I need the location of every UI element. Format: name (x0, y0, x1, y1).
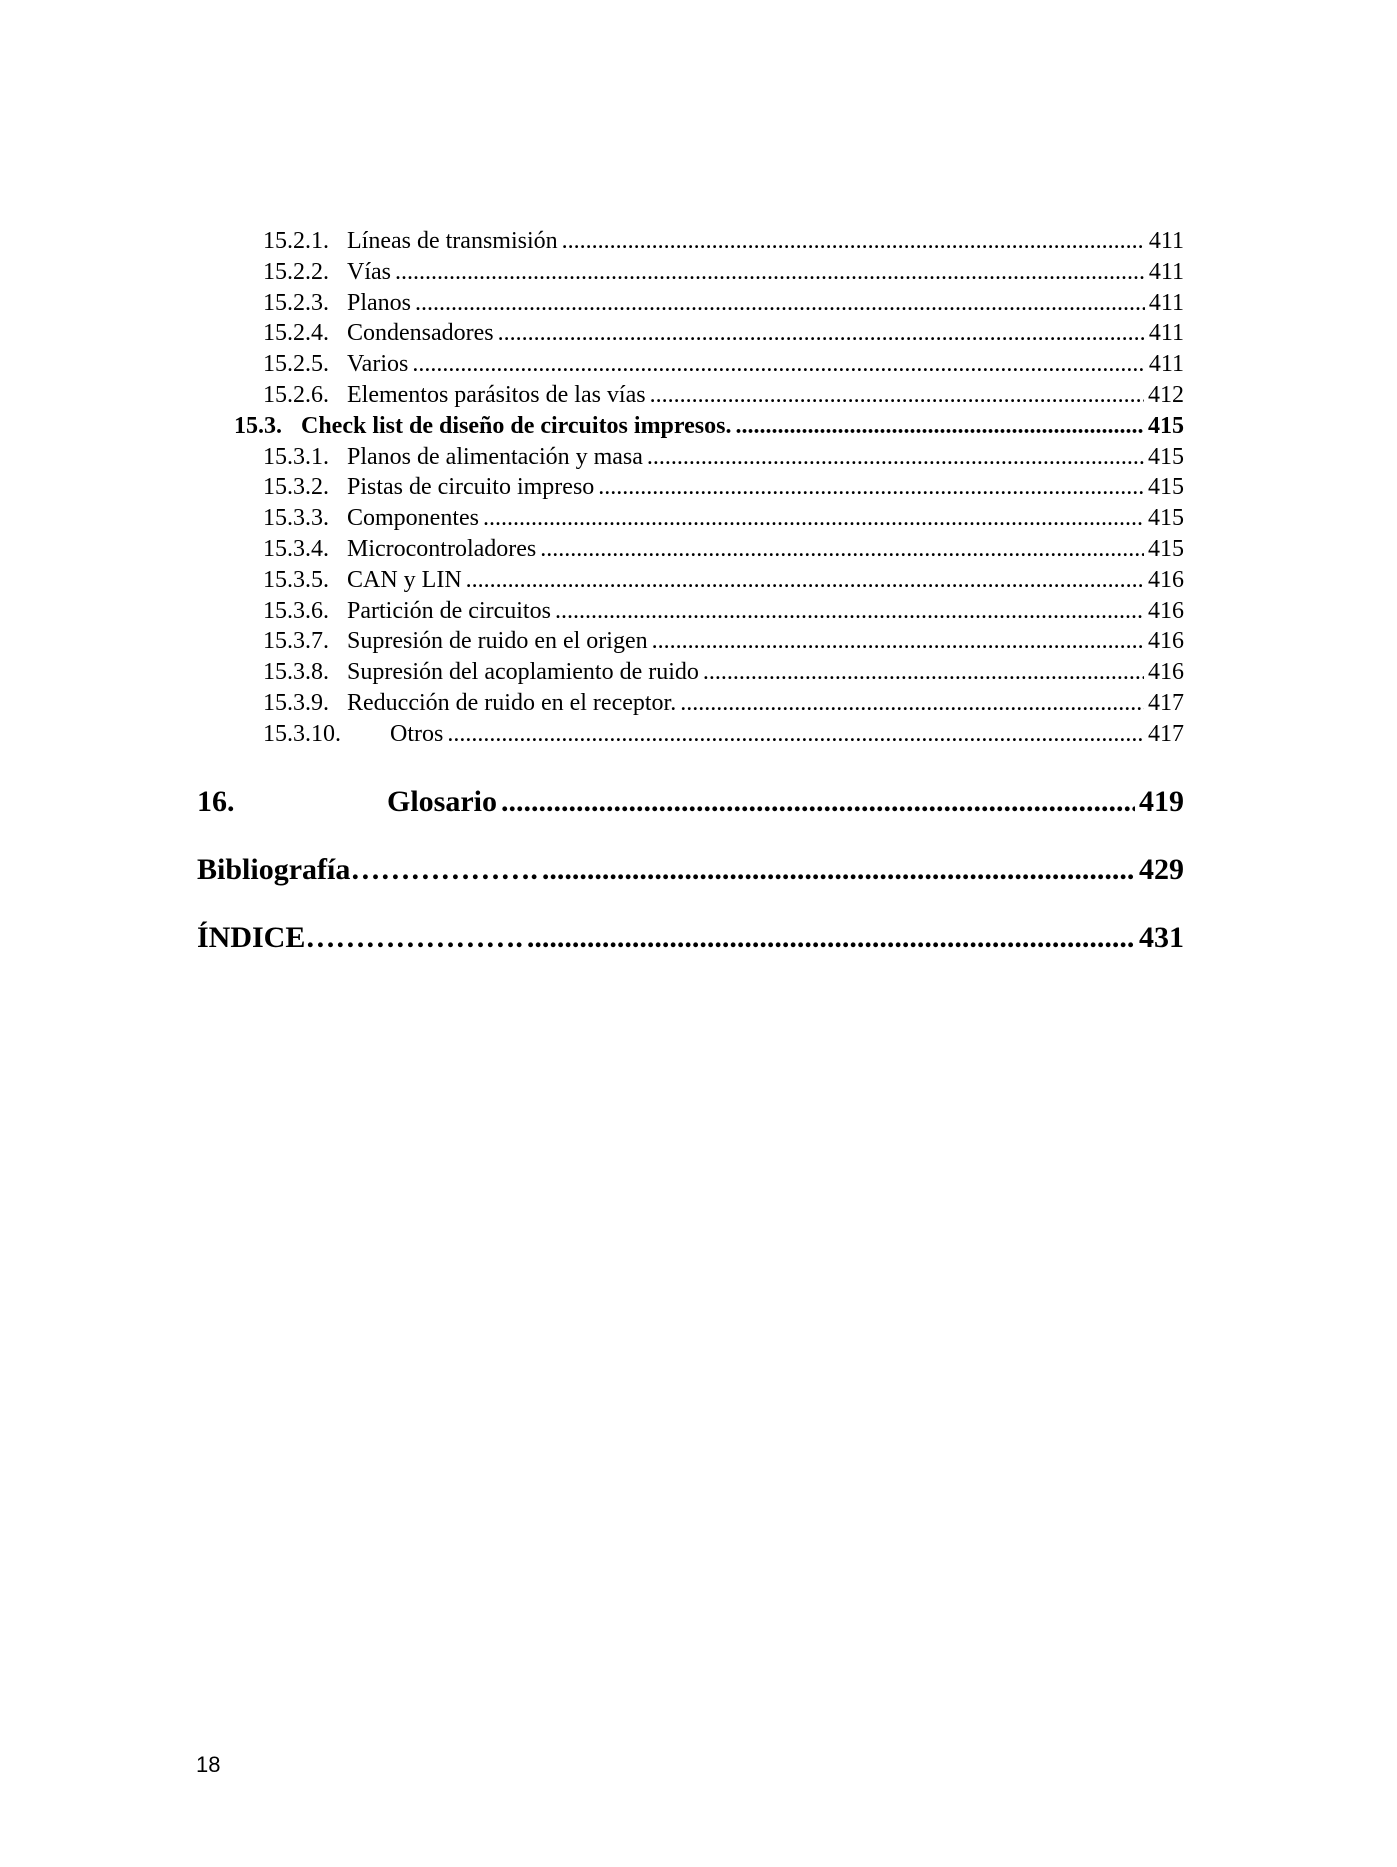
toc-entry[interactable] (197, 442, 1184, 473)
dot-leader (703, 657, 1144, 688)
toc-entry[interactable] (197, 626, 1184, 657)
toc-entry-page: 429 (1139, 852, 1184, 886)
toc-entry-title: Elementos parásitos de las vías (347, 381, 646, 408)
toc-entry-title: Vías (347, 258, 391, 285)
toc-chapter-entry[interactable] (197, 918, 1184, 958)
dot-leader (501, 782, 1135, 822)
toc-entry[interactable] (197, 565, 1184, 596)
toc-entry-page: 411 (1148, 320, 1184, 347)
toc-entry[interactable] (197, 318, 1184, 349)
toc-entry-title: Varios (347, 351, 409, 378)
page-number: 18 (196, 1752, 221, 1777)
toc-entry[interactable] (197, 503, 1184, 534)
toc-entry-page: 417 (1148, 720, 1184, 747)
toc-entry-number: 15.3. (234, 412, 282, 439)
toc-entry-number: 15.3.5. (263, 566, 329, 593)
dot-leader (527, 918, 1135, 958)
toc-entry-title: Glosario (387, 784, 497, 818)
toc-entry-page: 412 (1148, 381, 1184, 408)
dot-leader (555, 596, 1144, 627)
toc-entry-page: 411 (1148, 258, 1184, 285)
toc-entry-title: Condensadores (347, 320, 494, 347)
toc-entry-number: 15.3.7. (263, 628, 329, 655)
toc-entry-title: Microcontroladores (347, 535, 537, 562)
toc-entry-number: 15.2.6. (263, 381, 329, 408)
dot-leader (542, 850, 1135, 890)
toc-entry-trail: ………………. (350, 852, 538, 886)
toc-entry-title: Planos de alimentación y masa (347, 443, 643, 470)
dot-leader (447, 719, 1144, 750)
toc-entry-title: Partición de circuitos (347, 597, 551, 624)
toc-entry-title: Supresión de ruido en el origen (347, 628, 648, 655)
toc-entry-trail: …………………. (305, 920, 523, 954)
toc-entry-title: Líneas de transmisión (347, 228, 558, 254)
toc-entry[interactable] (197, 719, 1184, 750)
toc-entry-page: 415 (1148, 535, 1184, 562)
toc-entry-page: 411 (1148, 351, 1184, 378)
toc-entry[interactable] (197, 349, 1184, 380)
toc-entry-title: Supresión del acoplamiento de ruido (347, 659, 699, 686)
toc-entry-number: 15.3.8. (263, 659, 329, 686)
dot-leader (735, 411, 1144, 442)
toc-entry[interactable] (197, 657, 1184, 688)
toc-entry-number: 15.3.2. (263, 474, 329, 501)
toc-entry-number: 15.3.10. (263, 720, 341, 747)
toc-entry-page: 416 (1148, 659, 1184, 686)
toc-entry-page: 417 (1148, 689, 1184, 716)
toc-entry-page: 416 (1148, 628, 1184, 655)
toc-entry-title: Pistas de circuito impreso (347, 474, 595, 501)
toc-entry-title: Reducción de ruido en el receptor. (347, 689, 677, 716)
toc-entry-title: CAN y LIN (347, 566, 462, 593)
toc-entry[interactable] (197, 257, 1184, 288)
toc-entry[interactable] (197, 472, 1184, 503)
toc-entry[interactable] (197, 688, 1184, 719)
toc-entry-page: 431 (1139, 920, 1184, 954)
toc-entry-title: Componentes (347, 505, 479, 532)
toc-entry[interactable] (197, 288, 1184, 319)
dot-leader (562, 226, 1145, 257)
toc-entry-number: 15.2.2. (263, 258, 329, 285)
dot-leader (412, 349, 1145, 380)
toc-section-entry[interactable] (197, 411, 1184, 442)
toc-entry-page: 415 (1148, 505, 1184, 532)
toc-entry-number: 15.3.1. (263, 443, 329, 470)
dot-leader (483, 503, 1144, 534)
toc-entry[interactable] (197, 534, 1184, 565)
toc-entry-title: Planos (347, 289, 412, 316)
dot-leader (415, 288, 1145, 319)
toc-entry-number: 15.2.5. (263, 351, 329, 378)
toc-entry-number: 15.2.4. (263, 320, 329, 347)
toc-entry-title: Check list de diseño de circuitos impresos. (301, 412, 732, 439)
dot-leader (598, 472, 1144, 503)
dot-leader (650, 380, 1144, 411)
toc-entry-page: 415 (1148, 443, 1184, 470)
table-of-contents (197, 226, 1184, 958)
toc-entry-number: 15.3.9. (263, 689, 329, 716)
toc-entry[interactable] (197, 380, 1184, 411)
toc-entry-number: 15.3.4. (263, 535, 329, 562)
dot-leader (395, 257, 1145, 288)
dot-leader (680, 688, 1144, 719)
toc-entry-page: 411 (1148, 228, 1184, 254)
toc-entry-page: 411 (1148, 289, 1184, 316)
toc-entry-page: 415 (1148, 474, 1184, 501)
toc-entry-number: 16. (197, 784, 235, 818)
toc-entry[interactable] (197, 596, 1184, 627)
dot-leader (498, 318, 1145, 349)
toc-chapter-entry[interactable] (197, 850, 1184, 890)
toc-entry-number: 15.3.6. (263, 597, 329, 624)
toc-entry-page: 416 (1148, 597, 1184, 624)
toc-entry-page: 419 (1139, 784, 1184, 818)
dot-leader (540, 534, 1144, 565)
toc-entry-page: 415 (1148, 412, 1184, 439)
toc-chapter-entry[interactable] (197, 782, 1184, 822)
dot-leader (652, 626, 1144, 657)
toc-entry-number: 15.2.1. (263, 228, 329, 254)
toc-entry[interactable] (197, 226, 1184, 257)
toc-entry-number: 15.3.3. (263, 505, 329, 532)
toc-entry-page: 416 (1148, 566, 1184, 593)
dot-leader (647, 442, 1144, 473)
toc-entry-title: Otros (390, 720, 444, 747)
toc-entry-number: 15.2.3. (263, 289, 329, 316)
dot-leader (466, 565, 1144, 596)
toc-entry-title: Bibliografía (197, 852, 351, 886)
toc-entry-title: ÍNDICE (197, 920, 306, 954)
